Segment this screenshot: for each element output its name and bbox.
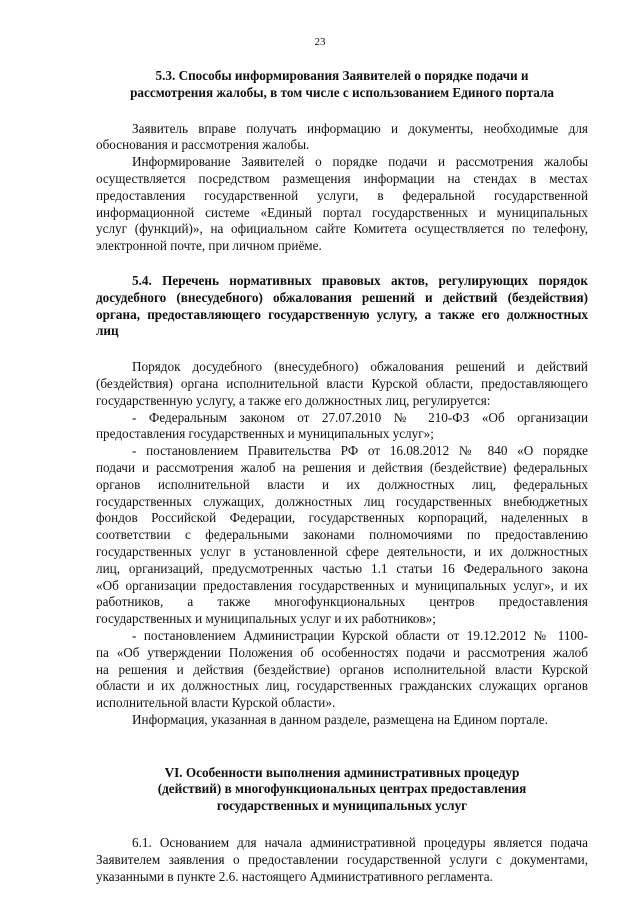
paragraph xyxy=(96,410,588,444)
text-line: органов исполнительной власти и их должностных лиц, федеральных xyxy=(96,476,588,492)
text-line: осуществляется посредством размещения информации на стендах в местах xyxy=(96,170,588,186)
page-number: 23 xyxy=(314,36,326,48)
text-line: области и их должностных лиц, государственных гражданских служащих органов xyxy=(96,678,588,694)
text-line: государственных и муниципальных услуг и их работников»; xyxy=(96,611,436,627)
text-line: соответствии с федеральными законами полномочиями по предоставлению xyxy=(96,527,588,543)
heading-line: VI. Особенности выполнения административных процедур xyxy=(164,764,520,780)
text-line: 6.1. Основанием для начала административной процедуры является подача xyxy=(132,835,588,851)
text-line: подачи и рассмотрения жалоб на решения и действия (бездействие) федеральных xyxy=(96,459,588,475)
text-line: работников, а также многофункциональных центров предоставления xyxy=(96,594,588,610)
text-line: предоставления государственных и муниципальных услуг»; xyxy=(96,426,434,442)
text-line: обоснования и рассмотрения жалобы. xyxy=(96,137,310,153)
text-line: Порядок досудебного (внесудебного) обжалования решений и действий xyxy=(132,359,588,375)
paragraph xyxy=(96,835,588,885)
text-line: - постановлением Правительства РФ от 16.08.2012 № 840 «О порядке xyxy=(132,443,588,459)
text-line: государственных услуг в установленной сфере деятельности, и их должностных xyxy=(96,543,588,559)
text-line: фондов Российской Федерации, государственных корпораций, наделенных в xyxy=(96,510,588,526)
paragraph xyxy=(96,443,588,628)
paragraph xyxy=(96,154,588,255)
text-line: государственную услугу, а также его должностных лиц, регулируется: xyxy=(96,392,491,408)
text-line: (бездействия) органа исполнительной власти Курской области, предоставляющего xyxy=(96,375,588,391)
paragraph xyxy=(96,121,588,155)
text-line: предоставления государственной услуги, в федеральной государственной xyxy=(96,187,588,203)
section-5-3-heading xyxy=(96,68,588,102)
heading-line: досудебного (внесудебного) обжалования решений и действий (бездействия) xyxy=(96,289,588,305)
text-line: государственных служащих, должностных лиц государственных внебюджетных xyxy=(96,493,588,509)
heading-line: рассмотрения жалобы, в том числе с использованием Единого портала xyxy=(130,84,554,100)
paragraph xyxy=(96,628,588,712)
text-line: «Об организации предоставления государственных и муниципальных услуг», и их xyxy=(96,577,588,593)
text-line: - постановлением Администрации Курской области от 19.12.2012 № 1100- xyxy=(132,627,588,643)
text-line: Заявителем заявления о предоставлении государственной услуги с документами, xyxy=(96,851,588,867)
heading-line: лиц xyxy=(96,323,119,339)
text-line: Заявитель вправе получать информацию и документы, необходимые для xyxy=(132,120,588,136)
text-line: на решения и действия (бездействие) органов исполнительной власти Курской xyxy=(96,661,588,677)
text-line: исполнительной власти Курской области». xyxy=(96,695,336,711)
heading-line: 5.4. Перечень нормативных правовых актов, регулирующих порядок xyxy=(132,272,588,288)
paragraph xyxy=(96,359,588,409)
page-content xyxy=(96,64,588,885)
text-line: электронной почте, при личном приёме. xyxy=(96,238,322,254)
paragraph xyxy=(96,712,588,729)
heading-line: государственных и муниципальных услуг xyxy=(216,798,468,814)
text-line: информационной системе «Единый портал государственных и муниципальных xyxy=(96,204,588,220)
text-line: па «Об утверждении Положения об особенностях подачи и рассмотрения жалоб xyxy=(96,644,588,660)
section-5-4-heading xyxy=(96,273,588,340)
text-line: услуг (функций)», на официальном сайте Комитета осуществляется по телефону, xyxy=(96,221,588,237)
text-line: лиц, организаций, предусмотренных частью 1.1 статьи 16 Федерального закона xyxy=(96,560,588,576)
text-line: Информирование Заявителей о порядке подачи и рассмотрения жалобы xyxy=(132,154,588,170)
heading-line: органа, предоставляющего государственную услугу, а также его должностных xyxy=(96,306,588,322)
text-line: - Федеральным законом от 27.07.2010 № 210-ФЗ «Об организации xyxy=(132,409,588,425)
heading-line: 5.3. Способы информирования Заявителей о порядке подачи и xyxy=(155,68,529,83)
section-6-heading xyxy=(96,765,588,815)
text-line: Информация, указанная в данном разделе, размещена на Едином портале. xyxy=(132,711,548,727)
text-line: указанными в пункте 2.6. настоящего Административного регламента. xyxy=(96,868,493,884)
heading-line: (действий) в многофункциональных центрах предоставления xyxy=(157,781,527,797)
